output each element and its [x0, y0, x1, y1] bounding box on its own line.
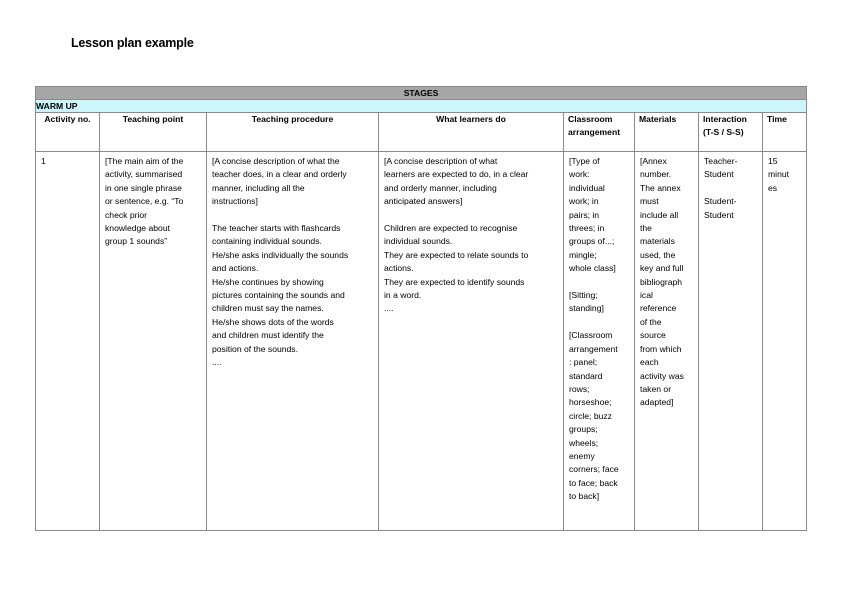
- cell-what-learners-do: [379, 152, 564, 531]
- warm-up-label: WARM UP: [36, 100, 807, 113]
- header-teaching-point: Teaching point: [100, 113, 207, 152]
- header-classroom-arrangement: Classroom arrangement: [564, 113, 635, 152]
- stages-header: STAGES: [36, 87, 807, 100]
- teaching-procedure-text: [A concise description of what the teacher does, in a clear and orderly manner, including all the instructions] The teacher starts with flashcards containing individual sounds. He/she asks individually the sounds and actions. He/she continues by showing pictures containing the sounds and children must say the names. He/she shows dots of the words and children must identify the position of the sounds. ....: [212, 156, 349, 368]
- header-materials: Materials: [635, 113, 699, 152]
- column-header-row: [36, 113, 807, 152]
- activity-no-text: 1: [41, 156, 46, 166]
- cell-activity-no: [36, 152, 100, 531]
- warm-up-row: [36, 100, 807, 113]
- teaching-point-text: [The main aim of the activity, summarised in one single phrase or sentence, e.g. “To check prior knowledge about group 1 sounds”: [105, 156, 184, 247]
- header-activity-no: Activity no.: [36, 113, 100, 152]
- stages-row: [36, 87, 807, 100]
- cell-classroom-arrangement: [564, 152, 635, 531]
- header-what-learners-do: What learners do: [379, 113, 564, 152]
- cell-teaching-point: [100, 152, 207, 531]
- lesson-plan-table: [35, 86, 807, 531]
- header-interaction: Interaction (T-S / S-S): [699, 113, 763, 152]
- cell-time: [763, 152, 807, 531]
- interaction-text: Teacher- Student Student- Student: [704, 156, 738, 220]
- header-time: Time: [763, 113, 807, 152]
- cell-materials: [635, 152, 699, 531]
- activity-row: [36, 152, 807, 531]
- cell-teaching-procedure: [207, 152, 379, 531]
- what-learners-do-text: [A concise description of what learners are expected to do, in a clear and orderly manner, including anticipated answers] Children are expected to recognise individual sounds. They are expected to relate sounds to actions. They are expected to identify sounds in a word. ....: [384, 156, 529, 314]
- materials-text: [Annex number. The annex must include all the materials used, the key and full bibliograph ical reference of the source from which each activity was taken or adapted]: [640, 156, 684, 408]
- document-title: Lesson plan example: [71, 36, 194, 50]
- cell-interaction: [699, 152, 763, 531]
- classroom-arrangement-text: [Type of work: individual work; in pairs; in threes; in groups of...; mingle; whole class] [Sitting; standing] [Classroom arrangement : panel; standard rows; horseshoe; circle; buzz groups; wheels; enemy corners; face to face; back to back]: [569, 156, 619, 502]
- header-teaching-procedure: Teaching procedure: [207, 113, 379, 152]
- time-text: 15 minut es: [768, 156, 790, 193]
